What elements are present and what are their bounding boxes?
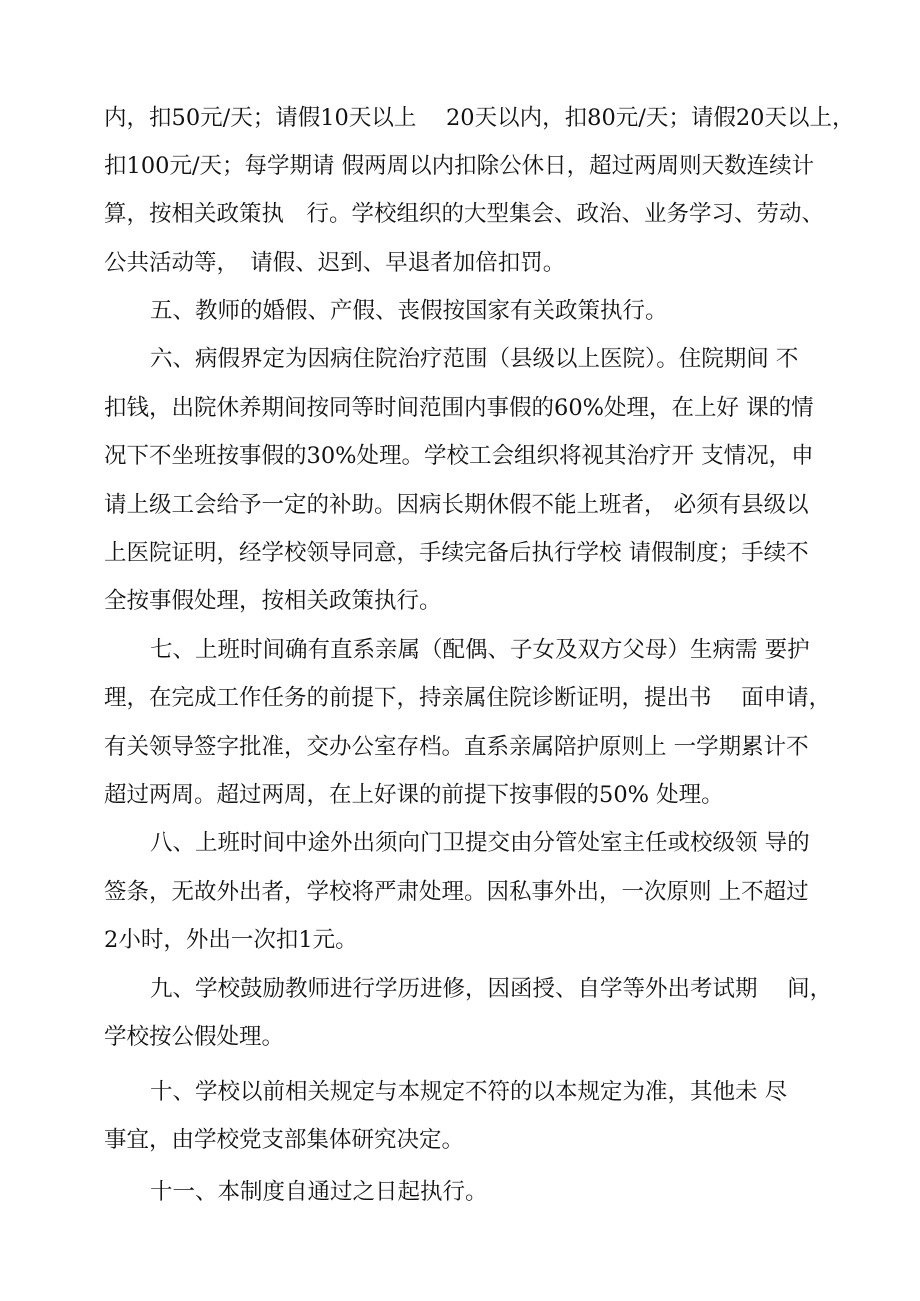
paragraph-five: 五、教师的婚假、产假、丧假按国家有关政策执行。 [150,298,668,324]
text-line: 内，扣50元/天；请假10天以上 20天以内，扣80元/天；请假20天以上， [104,105,855,131]
paragraph-eleven: 十一、本制度自通过之日起执行。 [150,1179,488,1205]
text-line: 全按事假处理，按相关政策执行。 [104,588,442,614]
text-line: 签条，无故外出者，学校将严肃处理。因私事外出，一次原则 上不超过 [104,879,809,905]
text-line: 有关领导签字批准，交办公室存档。直系亲属陪护原则上 一学期累计不 [104,734,809,760]
text-line: 超过两周。超过两周，在上好课的前提下按事假的50% 处理。 [104,782,724,808]
text-line: 公共活动等， 请假、迟到、早退者加倍扣罚。 [104,250,566,276]
paragraph-six: 六、病假界定为因病住院治疗范围（县级以上医院）。住院期间 不 [150,346,799,372]
text-line: 上医院证明，经学校领导同意，手续完备后执行学校 请假制度；手续不 [104,540,809,566]
text-line: 理，在完成工作任务的前提下，持亲属住院诊断证明，提出书 面申请， [104,685,832,711]
text-line: 事宜，由学校党支部集体研究决定。 [104,1127,465,1153]
text-line: 扣钱，出院休养期间按同等时间范围内事假的60%处理，在上好 课的情 [104,395,814,421]
text-line: 算，按相关政策执 行。学校组织的大型集会、政治、业务学习、劳动、 [104,201,825,227]
text-line: 2小时，外出一次扣1元。 [104,927,358,953]
paragraph-eight: 八、上班时间中途外出须向门卫提交由分管处室主任或校级领 导的 [150,830,810,856]
text-line: 扣100元/天；每学期请 假两周以内扣除公休日，超过两周则天数连续计 [104,153,815,179]
text-line: 况下不坐班按事假的30%处理。学校工会组织将视其治疗开 支情况，申 [104,443,814,469]
paragraph-nine: 九、学校鼓励教师进行学历进修，因函授、自学等外出考试期 间， [150,976,833,1002]
text-line: 学校按公假处理。 [104,1024,285,1050]
paragraph-ten: 十、学校以前相关规定与本规定不符的以本规定为准，其他未 尽 [150,1079,788,1105]
text-line: 请上级工会给予一定的补助。因病长期休假不能上班者， 必须有县级以 [104,492,809,518]
paragraph-seven: 七、上班时间确有直系亲属（配偶、子女及双方父母）生病需 要护 [150,637,810,663]
